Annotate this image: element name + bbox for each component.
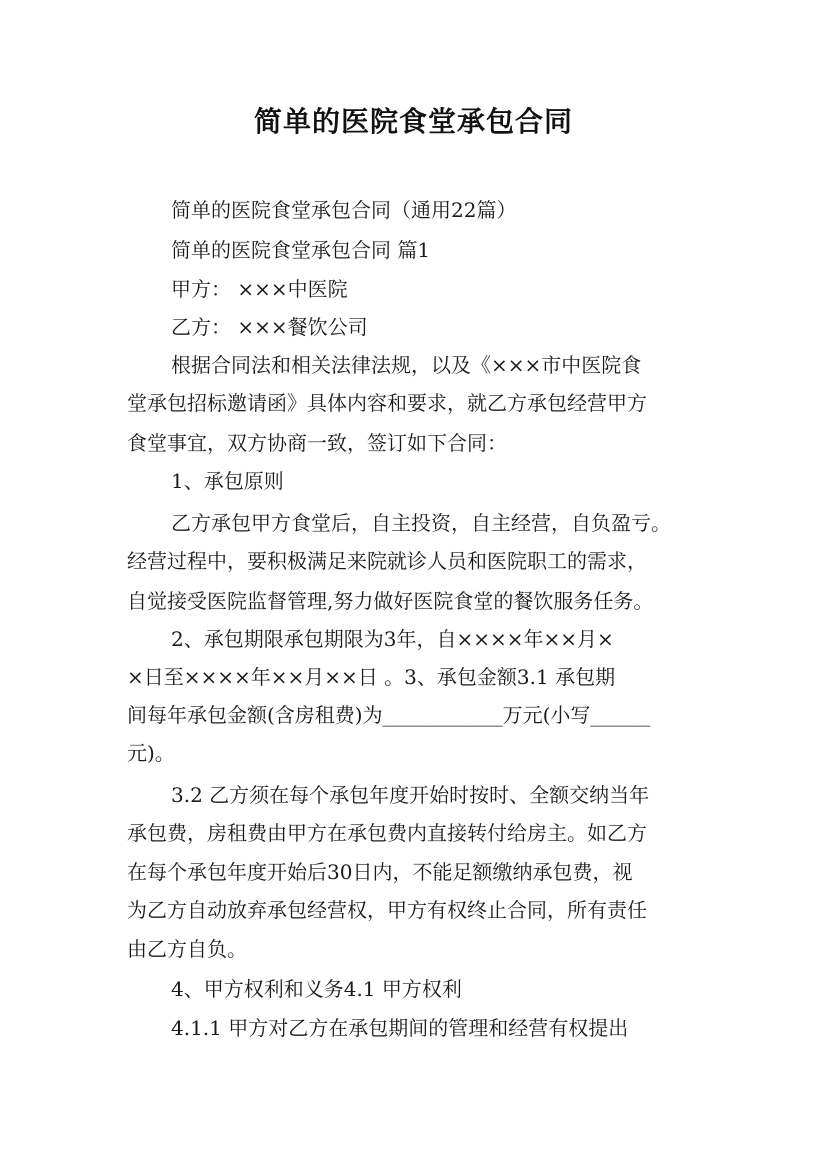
text-line: 间每年承包金额(含房租费)为____________万元(小写______: [127, 703, 651, 727]
text-line: 由乙方自负。: [127, 937, 247, 961]
section-heading: 1、承包原则: [171, 469, 284, 493]
text-line: 2、承包期限承包期限为3年，自××××年××月×: [171, 627, 614, 651]
text-line: 乙方承包甲方食堂后，自主投资，自主经营，自负盈亏。: [171, 511, 671, 535]
text-line: ×日至××××年××月××日 。3、承包金额3.1 承包期: [127, 665, 616, 689]
text-line: 自觉接受医院监督管理,努力做好医院食堂的餐饮服务任务。: [127, 589, 654, 613]
text-line: 食堂事宜，双方协商一致，签订如下合同：: [127, 431, 507, 455]
text-line: 堂承包招标邀请函》具体内容和要求，就乙方承包经营甲方: [127, 391, 647, 415]
text-line: 3.2 乙方须在每个承包年度开始时按时、全额交纳当年: [171, 783, 650, 807]
text-line: 经营过程中，要积极满足来院就诊人员和医院职工的需求，: [127, 549, 647, 573]
text-line: 在每个承包年度开始后30日内，不能足额缴纳承包费，视: [127, 860, 633, 884]
text-line: 乙方： ×××餐饮公司: [171, 315, 368, 339]
text-line: 甲方： ×××中医院: [171, 277, 348, 301]
text-line: 简单的医院食堂承包合同（通用22篇）: [171, 198, 517, 222]
document-title: 简单的医院食堂承包合同: [253, 105, 573, 138]
text-line: 元)。: [127, 741, 175, 765]
text-line: 简单的医院食堂承包合同 篇1: [171, 238, 431, 262]
text-line: 根据合同法和相关法律法规，以及《×××市中医院食: [171, 353, 642, 377]
text-line: 承包费，房租费由甲方在承包费内直接转付给房主。如乙方: [127, 821, 647, 845]
section-heading: 4、甲方权利和义务4.1 甲方权利: [171, 977, 462, 1001]
text-line: 4.1.1 甲方对乙方在承包期间的管理和经营有权提出: [171, 1016, 629, 1040]
text-line: 为乙方自动放弃承包经营权，甲方有权终止合同，所有责任: [127, 898, 647, 922]
